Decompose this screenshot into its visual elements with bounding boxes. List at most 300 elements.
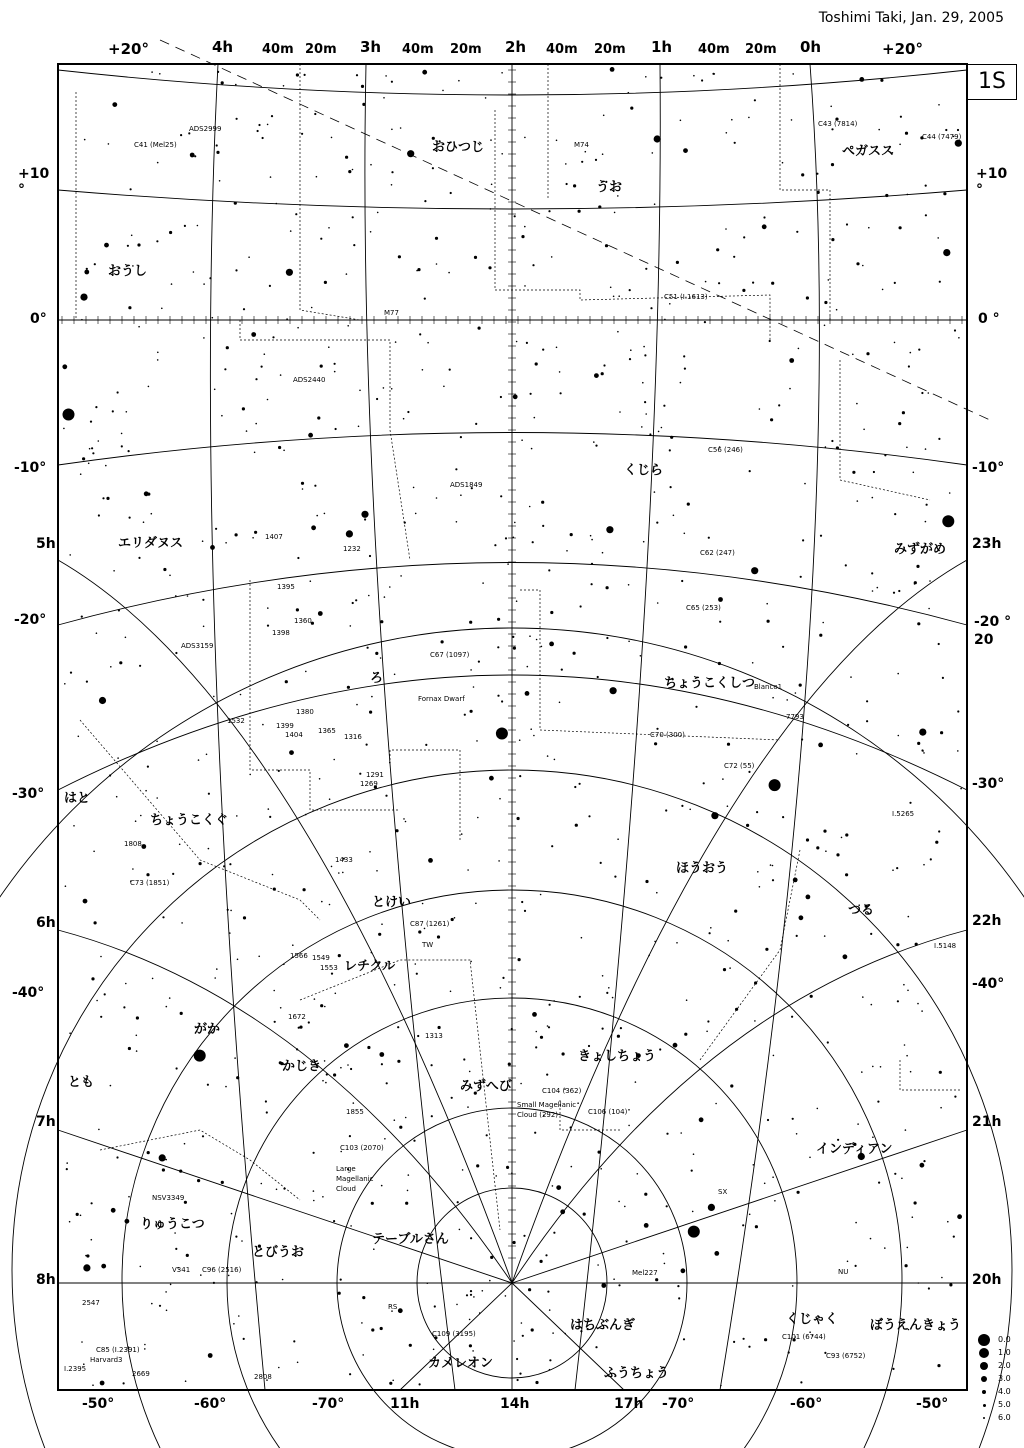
- star: [898, 590, 900, 592]
- star: [926, 504, 928, 506]
- coordinate-grid: [0, 64, 1024, 1448]
- star: [145, 790, 147, 792]
- star: [677, 1285, 679, 1287]
- star: [695, 706, 697, 708]
- star: [658, 431, 660, 433]
- star: [707, 1020, 709, 1022]
- star: [397, 1060, 400, 1063]
- star: [767, 1119, 769, 1121]
- star: [824, 301, 827, 304]
- star: [670, 436, 673, 439]
- star: [528, 1288, 531, 1291]
- star: [297, 327, 299, 329]
- star: [657, 602, 659, 604]
- star: [394, 984, 396, 986]
- star: [945, 129, 947, 131]
- star: [620, 1027, 622, 1029]
- star: [450, 991, 452, 993]
- star: [663, 1253, 665, 1255]
- star: [163, 568, 166, 571]
- star: [542, 525, 544, 527]
- star: [407, 150, 414, 157]
- star: [345, 156, 348, 159]
- star: [419, 333, 421, 335]
- star: [691, 1170, 693, 1172]
- star: [157, 162, 159, 164]
- star: [789, 358, 794, 363]
- star: [91, 447, 93, 449]
- star: [836, 309, 838, 311]
- star: [656, 892, 658, 894]
- star: [733, 1341, 735, 1343]
- star: [882, 289, 884, 291]
- star: [793, 878, 798, 883]
- star: [138, 326, 140, 328]
- star: [159, 1305, 161, 1307]
- star: [80, 473, 82, 475]
- star: [772, 1176, 774, 1178]
- star: [782, 162, 784, 164]
- star: [442, 90, 444, 92]
- left-dec-plus10: +10 °: [18, 166, 50, 198]
- star: [628, 1125, 630, 1127]
- left-ra-5h: 5h: [36, 536, 56, 552]
- star: [208, 1353, 213, 1358]
- left-ra-6h: 6h: [36, 915, 56, 931]
- star: [104, 993, 106, 995]
- star: [797, 1191, 800, 1194]
- star: [265, 1100, 267, 1102]
- constellation-volans: とびうお: [252, 1245, 305, 1260]
- star: [957, 710, 959, 712]
- star: [476, 1164, 479, 1167]
- star: [866, 700, 868, 702]
- object-label: C67 (1097): [430, 651, 470, 659]
- star: [268, 808, 270, 810]
- star: [128, 450, 130, 452]
- star: [81, 616, 83, 618]
- star: [175, 595, 177, 597]
- star: [479, 1312, 481, 1314]
- star: [645, 880, 648, 883]
- star: [235, 269, 237, 271]
- star: [857, 1123, 859, 1125]
- star: [921, 392, 923, 394]
- star: [475, 423, 477, 425]
- star: [92, 452, 94, 454]
- star: [470, 1290, 472, 1292]
- star: [683, 355, 685, 357]
- constellation-aquarius: みずがめ: [894, 542, 947, 557]
- star: [258, 124, 260, 126]
- star: [703, 782, 705, 784]
- star: [280, 1007, 282, 1009]
- star: [470, 669, 472, 671]
- star: [324, 281, 327, 284]
- star: [431, 1115, 433, 1117]
- star: [91, 977, 94, 980]
- star: [505, 1295, 507, 1297]
- star: [938, 830, 940, 832]
- star: [497, 646, 499, 648]
- object-label: ADS2999: [189, 125, 222, 133]
- star: [221, 1181, 224, 1184]
- star: [501, 700, 503, 702]
- star: [527, 666, 529, 668]
- star: [642, 382, 644, 384]
- star: [286, 318, 288, 320]
- star: [228, 1275, 230, 1277]
- star: [650, 307, 652, 309]
- star: [763, 216, 765, 218]
- star: [328, 227, 330, 229]
- constellation-caelum: ちょうこくぐ: [150, 813, 229, 828]
- star: [76, 1213, 79, 1216]
- star: [63, 409, 75, 421]
- legend-mag-label: 3.0: [998, 1374, 1011, 1383]
- star: [652, 152, 654, 154]
- star: [516, 600, 518, 602]
- star: [603, 115, 605, 117]
- star: [379, 1052, 384, 1057]
- star: [649, 433, 651, 435]
- star: [144, 1348, 146, 1350]
- star: [722, 778, 724, 780]
- star: [928, 608, 930, 610]
- star: [371, 952, 373, 954]
- star: [425, 744, 427, 746]
- star: [441, 640, 444, 643]
- right-ra-21h: 21h: [972, 1114, 1002, 1130]
- legend-dot: [982, 1390, 986, 1394]
- object-label: 1407: [265, 533, 283, 541]
- star: [130, 188, 132, 190]
- star: [213, 1282, 215, 1284]
- top-ra-3h: 3h: [360, 38, 382, 56]
- star: [866, 352, 869, 355]
- star: [831, 440, 833, 442]
- star: [469, 1344, 472, 1347]
- star: [285, 680, 288, 683]
- star: [248, 256, 250, 258]
- star: [766, 603, 768, 605]
- star: [554, 759, 556, 761]
- star: [203, 283, 205, 285]
- star: [69, 554, 71, 556]
- ra-line-23h: [512, 560, 967, 1283]
- ra-line-21h: [512, 1130, 967, 1283]
- star: [385, 75, 387, 77]
- star: [303, 888, 306, 891]
- star: [197, 225, 199, 227]
- star: [617, 195, 619, 197]
- star: [488, 266, 491, 269]
- star: [229, 932, 231, 934]
- star: [454, 917, 456, 919]
- dec-line-minus10: [58, 433, 967, 466]
- star: [549, 1004, 551, 1006]
- star: [394, 1119, 396, 1121]
- star: [857, 500, 859, 502]
- right-ra-23h: 23h: [972, 536, 1002, 552]
- star: [905, 1129, 907, 1131]
- star: [116, 1156, 118, 1158]
- star: [230, 910, 232, 912]
- star: [347, 686, 350, 689]
- star: [419, 1383, 421, 1385]
- star: [693, 1153, 695, 1155]
- legend-dot: [981, 1376, 987, 1382]
- star: [184, 225, 186, 227]
- star: [708, 1204, 715, 1211]
- star: [98, 440, 100, 442]
- star: [296, 73, 299, 76]
- object-label: 1291: [366, 771, 384, 779]
- star: [175, 652, 177, 654]
- star: [98, 1129, 100, 1131]
- star: [654, 135, 661, 142]
- star: [278, 1367, 280, 1369]
- left-dec-minus40: -40°: [12, 985, 45, 1001]
- star: [207, 1084, 209, 1086]
- star: [753, 1164, 755, 1166]
- object-label: 2669: [132, 1370, 150, 1378]
- star: [523, 1235, 525, 1237]
- star: [871, 1004, 873, 1006]
- star: [536, 1031, 538, 1033]
- star: [925, 448, 927, 450]
- star: [473, 686, 475, 688]
- object-label: ADS2440: [293, 376, 326, 384]
- star: [482, 1290, 484, 1292]
- star: [229, 863, 231, 865]
- star: [273, 990, 275, 992]
- constellation-pisces: うお: [596, 180, 623, 195]
- star: [64, 683, 66, 685]
- constellation-reticulum: レチクル: [344, 959, 396, 974]
- star: [613, 296, 615, 298]
- star: [904, 1044, 906, 1046]
- object-label: I.2395: [64, 1365, 87, 1373]
- star: [83, 1264, 90, 1271]
- star: [216, 151, 219, 154]
- star: [943, 192, 946, 195]
- star: [748, 1346, 750, 1348]
- star: [497, 618, 500, 621]
- star: [84, 139, 86, 141]
- object-label: Mel227: [632, 1269, 658, 1277]
- top-ra-20m-d: 20m: [745, 42, 777, 57]
- object-label: Blanco1: [754, 683, 783, 691]
- star: [878, 1182, 880, 1184]
- constellation-puppis: とも: [68, 1075, 95, 1090]
- star: [570, 533, 573, 536]
- star: [210, 545, 215, 550]
- star: [755, 1225, 758, 1228]
- star: [176, 1067, 178, 1069]
- star: [112, 410, 114, 412]
- star: [151, 1303, 153, 1305]
- star: [734, 910, 737, 913]
- star: [359, 390, 361, 392]
- star: [897, 1000, 899, 1002]
- object-label: C93 (6752): [826, 1352, 866, 1360]
- star: [772, 879, 774, 881]
- star: [670, 486, 672, 488]
- star: [152, 978, 154, 980]
- star: [377, 212, 379, 214]
- star: [619, 411, 621, 413]
- star: [397, 1026, 399, 1028]
- star: [940, 731, 943, 734]
- star: [917, 742, 920, 745]
- star: [511, 1172, 513, 1174]
- star: [556, 347, 558, 349]
- star: [467, 869, 469, 871]
- star: [518, 958, 521, 961]
- star: [831, 163, 834, 166]
- star: [202, 599, 204, 601]
- object-label: C62 (247): [700, 549, 735, 557]
- star: [458, 80, 460, 82]
- star: [91, 1239, 93, 1241]
- star: [575, 824, 578, 827]
- star: [369, 851, 371, 853]
- star: [534, 1132, 536, 1134]
- star: [906, 1055, 908, 1057]
- star: [532, 264, 534, 266]
- star: [693, 75, 695, 77]
- top-ra-2h: 2h: [505, 38, 527, 56]
- star: [301, 482, 304, 485]
- star: [751, 567, 758, 574]
- star: [597, 1264, 599, 1266]
- right-dec-zero: 0 °: [978, 311, 1000, 327]
- star: [269, 285, 271, 287]
- star: [338, 872, 340, 874]
- star: [547, 1025, 549, 1027]
- star: [799, 915, 804, 920]
- star: [764, 1338, 767, 1341]
- star: [551, 256, 553, 258]
- top-ra-0h: 0h: [800, 38, 822, 56]
- star: [683, 148, 688, 153]
- star: [872, 590, 874, 592]
- star: [566, 183, 568, 185]
- star: [841, 837, 843, 839]
- star: [90, 421, 92, 423]
- star: [548, 569, 550, 571]
- object-label: C41 (Mel25): [134, 141, 177, 149]
- star: [316, 176, 318, 178]
- star: [394, 674, 396, 676]
- star: [497, 695, 499, 697]
- star: [756, 811, 758, 813]
- star: [640, 655, 642, 657]
- top-dec-label-left: +20°: [108, 40, 149, 58]
- star: [917, 1003, 919, 1005]
- star: [311, 307, 313, 309]
- star: [389, 1382, 392, 1385]
- star: [251, 332, 256, 337]
- star: [907, 194, 909, 196]
- star: [391, 129, 393, 131]
- object-label: RS: [388, 1303, 398, 1311]
- right-dec-minus10: -10°: [972, 460, 1005, 476]
- star: [428, 858, 433, 863]
- star: [907, 990, 909, 992]
- object-label: 1549: [312, 954, 330, 962]
- star: [371, 696, 373, 698]
- star: [224, 368, 226, 370]
- star: [202, 1135, 204, 1137]
- star: [455, 468, 457, 470]
- star: [606, 586, 609, 589]
- star: [361, 85, 364, 88]
- star: [151, 71, 153, 73]
- star: [346, 530, 353, 537]
- star: [333, 1073, 336, 1076]
- star: [482, 582, 484, 584]
- star: [469, 1071, 471, 1073]
- star: [709, 932, 711, 934]
- object-label: Fornax Dwarf: [418, 695, 465, 703]
- star: [185, 1380, 187, 1382]
- star: [716, 248, 719, 251]
- star: [486, 1134, 488, 1136]
- star: [349, 1373, 351, 1375]
- object-label: C56 (246): [708, 446, 743, 454]
- star: [369, 555, 371, 557]
- star: [121, 433, 123, 435]
- star: [499, 798, 501, 800]
- star: [169, 997, 171, 999]
- star: [156, 797, 158, 799]
- star: [405, 1202, 408, 1205]
- star: [547, 1291, 549, 1293]
- star: [335, 428, 337, 430]
- right-dec-20: 20: [974, 632, 994, 648]
- star: [917, 622, 920, 625]
- star: [371, 1202, 374, 1205]
- star: [91, 1202, 93, 1204]
- star: [894, 282, 896, 284]
- constellation-phoenix: ほうおう: [676, 861, 729, 876]
- star: [608, 987, 610, 989]
- star: [706, 1031, 708, 1033]
- star: [314, 998, 316, 1000]
- star: [246, 430, 248, 432]
- star: [449, 369, 451, 371]
- star: [490, 1256, 493, 1259]
- star: [180, 1012, 183, 1015]
- star: [384, 596, 386, 598]
- star: [525, 691, 530, 696]
- star: [918, 349, 920, 351]
- star: [905, 132, 908, 135]
- star: [276, 1189, 278, 1191]
- star: [380, 657, 382, 659]
- star: [532, 541, 534, 543]
- star: [283, 964, 285, 966]
- star: [254, 452, 256, 454]
- star: [459, 1229, 461, 1231]
- star: [110, 666, 112, 668]
- object-label: I.5148: [934, 942, 957, 950]
- star: [147, 1151, 150, 1154]
- star: [687, 503, 690, 506]
- legend-mag-label: 4.0: [998, 1387, 1011, 1396]
